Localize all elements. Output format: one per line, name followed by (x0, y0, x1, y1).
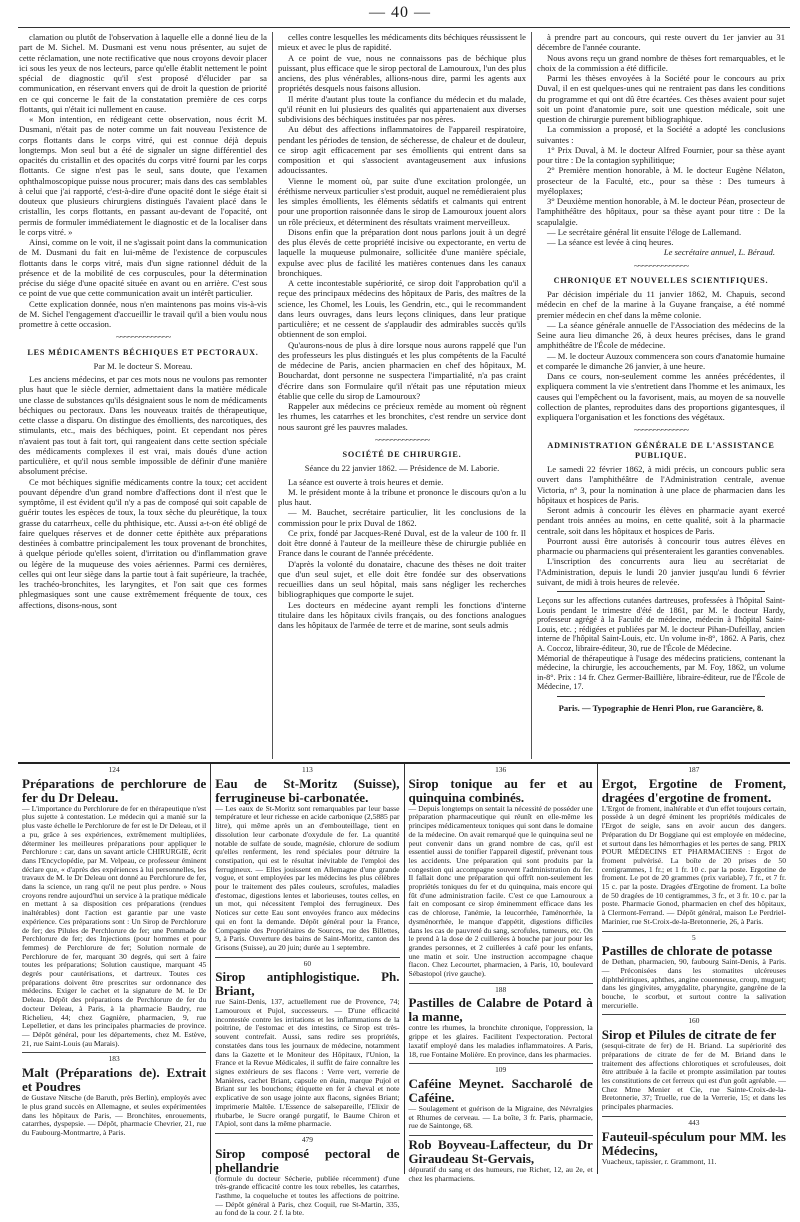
paragraph: à prendre part au concours, qui reste ouvert du 1er janvier au 31 décembre de l'année courante. (537, 32, 785, 53)
ad-number: 479 (301, 1134, 313, 1144)
advertisements (18, 762, 790, 1218)
ad-body: Vuacheux, tapissier, r. Grammont, 11. (601, 1156, 717, 1166)
paragraph: Les docteurs en médecine ayant rempli les fonctions d'interne titulaire dans les hôpitaux civils français, ou des fonctions analogues dans les hôpitaux de l'armée de terre et de marine, sont seuls admis (278, 599, 526, 630)
ad-column-4 (597, 764, 790, 1174)
paragraph: Vienne le moment où, par suite d'une excitation prolongée, un éréthisme nerveux particulier s'est produit, auquel ne remédieraient plus les simples émollients, les éléments sédatifs et calmants qui entrent pour une proportion raisonnée dans le sirop de Lamouroux jouent alors un rôle précieux, et déterminent des résultats vraiment merveilleux. (278, 175, 526, 227)
ad-number: 160 (688, 1016, 700, 1026)
ad-number: 183 (108, 1054, 120, 1064)
paragraph: Cette explication donnée, nous n'en maintenons pas moins vis-à-vis de M. Sichel l'engagement d'accueillir le travail qu'il a bien voulu nous promettre à cette occasion. (19, 298, 267, 329)
paragraph: Seront admis à concourir les élèves en pharmacie ayant exercé pendant trois années au moins, en cette qualité, soit à la pharmacie centrale, soit dans les hôpitaux et hospices de Paris. (537, 505, 785, 536)
ad-heading: Pastilles de Calabre de Potard à la manne, (408, 995, 593, 1025)
paragraph: Ce prix, fondé par Jacques-René Duval, est de la valeur de 100 fr. Il doit être donné à l'auteur de la meilleure thèse de chirurgie publiée en France dans le courant de l'année précédente. (278, 527, 526, 559)
ad-body: — Les eaux de St-Moritz sont remarquables par leur basse température et leur richesse en acide carbonique (2,5885 par litre), qui même après un an d'embouteillage, tient en dissolution leur carbonate d'oxydule de fer. La quantité notable de sulfate de soude, magnésie, chlorure de sodium qu'elles renferment, les rend spéciales pour détruire la constipation, qui est le résultat inévitable de l'emploi des ferrugineux. — Elles jouissent en Allemagne d'une grande vogue, et sont employées par les médecins les plus célèbres pour le traitement des pâles couleurs, scrofules, maladies d'estomac, digestions lentes et laborieuses, toutes celles, en un mot, qui nécessitent l'emploi des ferrugineux. Des Notices sur cette Eau sont envoyées franco aux médecins qui en font la demande. Dépôt général pour la France, Compagnie des Propriétaires de Sources, rue des Billettes, 9, à Paris. Ouverture des bains de Saint-Moritz, canton des Grisons (Suisse), au 20 juin; durée au 1 septembre. (215, 803, 400, 952)
advertisement (409, 764, 593, 984)
ad-heading: Caféine Meynet. Saccharolé de Caféine. (408, 1075, 593, 1105)
ad-number: 443 (688, 1117, 700, 1127)
session-line: Séance du 22 janvier 1862. — Présidence de M. Laborie. (304, 463, 500, 474)
paragraph: « Mon intention, en rédigeant cette observation, nous écrit M. Dusmani, n'était pas de noter comme un fait nouveau l'existence de corps flottants dans le corps vitré, qui est connue déjà depuis longtemps. Mon seul but a été de signaler un signe différentiel des opacités du cristallin et des opacités du corps vitré fourni par les corps flottants. Ce signe n'est pas le seul, sans doute, que l'examen ophthalmoscopique puisse nous procurer; mais dans des cas semblables à celui que j'ai rapporté, c'est-à-dire d'une opacité dont le siége était si douteux que plusieurs chirurgiens distingués l'avaient placé dans le cristallin, les corps flottants, en passant au-devant de l'opacité, ont permis de formuler immédiatement le diagnostic et de la localiser dans le corps vitré. » (19, 114, 267, 237)
ad-heading: Eau de St-Moritz (Suisse), ferrugineuse bi-carbonatée. (215, 775, 400, 805)
advertisement (22, 764, 206, 1053)
advertisement (215, 1134, 399, 1222)
ad-body: — Soulagement et guérison de la Migraine, des Névralgies et Rhumes de cerveau. — La boîte, 3 fr. Paris, pharmacie, rue de Saintonge, 68. (408, 1103, 593, 1131)
ad-body: de Gustave Nitsche (de Baruth, près Berlin), employés avec le plus grand succès en Allemagne, et seules expérimentées dans les hôpitaux de Paris, — Bronchites, enrouements, catarrhes, dyspepsie. — Dépôt, pharmacie Chevrier, 21, rue du Faubourg-Montmartre, à Paris. (22, 1093, 207, 1137)
paragraph: L'inscription des concurrents aura lieu au secrétariat de l'Administration, depuis le lundi 20 janvier jusqu'au lundi 6 février suivant, de midi à trois heures de relevée. (537, 556, 785, 587)
paragraph: D'après la volonté du donataire, chacune des thèses ne doit traiter que d'un seul sujet, et elle doit être fondée sur des observations recueillies dans un seul hôpital, mais sans négliger les recherches bibliographiques que comporte le sujet. (278, 558, 526, 600)
ad-number: 60 (303, 958, 312, 968)
advertisement (215, 958, 399, 1134)
ornament-divider: ~~~~~~~~~~~~~~ (633, 260, 689, 271)
ad-column-1 (18, 764, 210, 1174)
ad-heading: Fauteuil-spéculum pour MM. les Médecins, (601, 1128, 786, 1158)
paragraph: Il mérite d'autant plus toute la confiance du médecin et du malade, qu'il réunit en lui plusieurs des qualités qui appartenaient aux diverses subdivisions des béchiques instituées par nos pères. (278, 93, 526, 124)
ad-body: (formule du docteur Sécherie, publiée récemment) d'une très-grande efficacité contre les toux rebelles, les catarrhes, l'asthme, la coqueluche et toutes les affections de poitrine. — Dépôt général à Paris, chez Coquil, rue St-Martin, 335, au fond de la cour. 2 f. la bte. (215, 1173, 400, 1218)
section-title: CHRONIQUE ET NOUVELLES SCIENTIFIQUES. (553, 275, 769, 285)
advertisement (602, 1117, 786, 1170)
ad-body: L'Ergot de froment, inaltérable et d'un effet toujours certain, possède à un degré éminent les propriétés médicales de l'Ergot de seigle, sans en avoir aucun des dangers. Préparation du Dr Boggiane qui est employée en médecine, et surtout dans les hémorrhagies et les pertes de sang. PRIX POUR MÉDECINS ET PHARMACIENS : Ergot de froment pulvérisé. La boîte de 20 prises de 50 centigrammes, 1 fr.; et 1 fr. 10 c. par la poste. Ergotine de froment. Le pot de 20 grammes (prix variable), 7 fr., et 7 fr. 15 c. par la poste. Dragées d'Ergotine de froment. La boîte de 50 dragées de 10 centigrammes, 3 fr., et 3 fr. 10 c. par la poste. Pharmacie Gonod, pharmacien en chef des hôpitaux, à Clermont-Ferrand. — Dépôt général, maison Le Perdriel-Marinier, rue St-Croix-de-la-Bretonnerie, 26, à Paris. (601, 803, 786, 926)
header-rule (18, 27, 790, 28)
byline: Par M. le docteur S. Moreau. (93, 360, 193, 371)
paragraph: Disons enfin que la préparation dont nous parlons jouit à un degré des plus élevés de cette propriété incisive ou expectorante, en vertu de laquelle la muqueuse pulmonaire, sollicitée d'une manière spéciale, expulse avec plus de facilité les matières contenues dans les canaux bronchiques. (278, 226, 526, 278)
signature: Le secrétaire annuel, L. Béraud. (663, 247, 775, 258)
book-notice: Leçons sur les affections cutanées dartreuses, professées à l'hôpital Saint-Louis pendant le trimestre d'été de 1861, par M. le docteur Hardy, professeur agrégé à la Faculté de médecine, médecin à l'hôpital Saint-Louis, etc. ; rédigées et publiées par M. le docteur Pihan-Dufeillay, ancien interne de l'hôpital Saint-Louis, etc. Un volume in-8°, 1862. A Paris, chez A. Coccoz, libraire-éditeur, 30, rue de l'École de Médecine. (537, 596, 785, 653)
section-title: SOCIÉTÉ DE CHIRURGIE. (342, 450, 462, 459)
ad-number: 136 (495, 765, 507, 774)
advertisement (602, 932, 786, 1016)
paragraph: Pourront aussi être autorisés à concourir tous autres élèves en pharmacie ou pharmaciens qui présenteraient les garanties convenables. (537, 535, 785, 556)
paragraph: — La séance est levée à cinq heures. (547, 237, 674, 247)
paragraph: La commission a proposé, et la Société a adopté les conclusions suivantes : (537, 124, 785, 145)
advertisement (602, 1015, 786, 1116)
advertisement (215, 764, 399, 958)
paragraph: — Le secrétaire général lit ensuite l'éloge de Lallemand. (547, 226, 742, 237)
paragraph: Dans ce cours, non-seulement comme les années précédentes, il expliquera comment la vie s'entretient dans l'homme et les animaux, les causes qui l'empêchent ou la favorisent, mais, au moyen de sa nouvelle collection de plantes, reproduites dans des proportions gigantesques, il expliquera l'organisation et les fonctions des végétaux. (537, 371, 785, 422)
paragraph: Ce mot béchiques signifie médicaments contre la toux; cet accident pouvant dépendre d'un grand nombre d'affections dont il n'est que le symptôme, il est évident qu'il n'y a pas de composé qui soit capable de guérir toutes les espèces de toux, la toux sèche du pleurétique, la toux grasse du catarrheux, celle du phthisique, etc. Aussi a-t-on été obligé de faire quelques réserves et de donner cette épithète aux préparations destinées à combattre principalement les toux provenant de bronchites, à quelque période qu'elles soient, d'irritation ou d'inflammation grave ou légère de la muqueuse des voies aériennes. Parmi ces dernières, celles qui ont leur siège dans la partie tout à fait supérieure, la trachée, les trachéo-bronchites, les laryngites, et l'on sait que ces formes phlegmasiques sont une cause extrêmement fréquente de toux, ces affections, disons-nous, sont (19, 476, 267, 610)
article-columns (14, 32, 790, 759)
ad-number: 109 (495, 1065, 507, 1075)
page-number: — 40 — (369, 4, 431, 21)
paragraph: 1° Prix Duval, à M. le docteur Alfred Fournier, pour sa thèse ayant pour titre : De la contagion syphilitique; (537, 144, 785, 165)
ad-heading: Rob Boyveau-Laffecteur, du Dr Giraudeau St-Gervais, (408, 1137, 593, 1167)
ad-number: 5 (692, 932, 696, 942)
ad-heading: Sirop antiphlogistique. Ph. Briant, (215, 969, 400, 999)
paragraph: A cette incontestable supériorité, ce sirop doit l'approbation qu'il a reçue des principaux médecins des hôpitaux de Paris, des maîtres de la science, les Chomel, les Louis, les Gendrin, etc., qui le recommandent dans leurs ouvrages, dans leurs leçons cliniques, dans leur pratique particulière; et ne cessent de s'applaudir des admirables succès qu'ils obtiennent de son emploi. (278, 278, 526, 340)
column-2 (272, 32, 531, 759)
paragraph: La séance est ouverte à trois heures et demie. (288, 476, 444, 487)
ornament-divider: ~~~~~~~~~~~~~~ (115, 332, 171, 343)
ad-body: — Depuis longtemps on sentait la nécessité de posséder une préparation pharmaceutique qui réunît en elle-même les principes médicamenteux toniques qui sont dans le domaine de la médecine. On avait remarqué que le quinquina seul ne peut convenir dans un grand nombre de cas, qu'il est essentiel aussi de tonifier l'appareil digestif, prévenant tous les accidents. Une préparation qui sont produits par la congestion qui accompagne souvent l'administration du fer. Il fallait donc une préparation qui offrît non-seulement les propriétés toniques du fer et du quinquina, mais encore qui fût d'une administration facile. C'est ce que Lamouroux a fait en composant ce sirop éminemment efficace dans les cas de chlorose, l'anémie, la leucorrhée, l'aménorrhée, la dysménorrhée, le manque d'appétit, digestions difficiles dans les cas de pauvreté du sang, scrofules, tumeurs, etc. On le prend à la dose de 2 cuillerées à bouche par jour pour les grandes personnes, et 2 cuillerées à café pour les enfants, une matin et soir. Une instruction accompagne chaque flacon. Chez Lecourtet, pharmacien, à Paris, 10, boulevard Sébastopol (rive gauche). (408, 803, 593, 979)
ad-heading: Sirop et Pilules de citrate de fer (601, 1027, 777, 1043)
ad-column-3 (404, 764, 597, 1183)
paragraph: Parmi les thèses envoyées à la Société pour le concours au prix Duval, il en est quelques-unes qui ne rentraient pas dans les conditions du programme et qui ont dû être écartées. Ces thèses avaient pour sujet soit un point d'anatomie pure, soit une question médicale, soit une question de chirurgie purement bibliographique. (537, 73, 785, 124)
paragraph: Rappeler aux médecins ce précieux remède au moment où règnent les rhumes, les catarrhes et les bronchites, c'est rendre un service dont nous sauront gré les pauvres malades. (278, 401, 526, 432)
paragraph: Le samedi 22 février 1862, à midi précis, un concours public sera ouvert dans l'amphithéâtre de l'Administration centrale, avenue Victoria, n° 3, pour la nomination à une place de pharmacien dans les hôpitaux et hospices de Paris. (537, 464, 785, 505)
ad-body: de Dethan, pharmacien, 90, faubourg Saint-Denis, à Paris. — Préconisées dans les stomatites ulcéreuses diphthéritiques, aphthes, angine couenneuse, croup, muguet; dans les gingivites, amygdalite, pharyngite, gangrène de la bouche, le scorbut, et surtout contre la salivation mercurielle. (601, 957, 786, 1010)
paragraph: clamation ou plutôt de l'observation à laquelle elle a donné lieu de la part de M. Sichel. M. Dusmani est venu nous présenter, au sujet de cette réclamation, une note rectificative que nous croyons devoir placer ici sous les yeux de nos lecteurs, parce qu'elle établit nettement le point spécial de diagnostic qu'il s'est proposé d'élucider par sa communication, en réservant envers qui de droit la question de priorité en ce qui concerne le fait de la constatation première de ces corps flottants, qui n'était ici nullement en cause. (19, 32, 267, 114)
section-title: LES MÉDICAMENTS BÉCHIQUES ET PECTORAUX. (27, 347, 259, 357)
ad-body: dépuratif du sang et des humeurs, rue Richer, 12, au 2e, et chez les pharmaciens. (408, 1165, 593, 1183)
ad-body: — L'importance du Perchlorure de fer en thérapeutique n'est plus sujette à contestation. Le médecin qui a manié sur la plus vaste échelle le Perchlorure de fer est le Dr Deleau, et il a pu, grâce à ses expériences, extrêmement multipliées, déterminer les meilleures préparations pour appliquer le Perchlorure : car, dans un savant article CHIRURGIE, écrit dans l'Encyclopédie, par M. Velpeau, ce professeur éminent déclare que, « d'après des expériences à lui personnelles, les travaux de M. le Dr Deleau ont donné au Perchlorure de fer, dans la science, un rang qu'il ne peut plus perdre. » Nous croyons rendre aujourd'hui un service à la pratique médicale en mettant à sa disposition ces préparations (rendues inaltérables) dont l'action est garantie par une vaste expérience. Ces préparations sont : Un Sirop de Perchlorure de fer; des Pilules de Perchlorure de fer; une Pommade de Perchlorure de fer; des Injections (pour hommes et pour femmes) de Perchlorure de fer; Solution normale de Perchlorure de fer, marquant 30 degrés, qui sert à faire toutes les préparations; Solution caustique, marquant 45 degrés pour cautérisations, et dartreux. Toutes ces préparations doivent être prescrites sur ordonnance des médecins. Exiger le cachet et la signature de M. le Dr Deleau. Dépôt des préparations de Perchlorure de fer du docteur Deleau, à Paris, à la pharmacie Baudry, rue Richelieu, 44; chez Gagnière, pharmacien, 9, rue Lepelletier, et dans les principales pharmacies de province. — Dépôt général, pour les départements, chez M. Estève, 21, rue Saint-Louis (au Marais). (22, 803, 207, 1048)
section-title: ADMINISTRATION GÉNÉRALE DE L'ASSISTANCE PUBLIQUE. (547, 440, 775, 460)
ad-number: 188 (495, 984, 507, 994)
ad-heading: Ergot, Ergotine de Froment, dragées d'ergotine de froment. (601, 775, 786, 805)
paragraph: Ainsi, comme on le voit, il ne s'agissait point dans la communication de M. Dusmani du fait en lui-même de l'existence de corpuscules flottants dans le corps vitré, mais d'un signe rationnel déduit de la présence et de la mobilité de ces corpuscules, pour la détermination précise du siége d'une opacité située en avant ou en arrière. C'est sous ce point de vue que cette communication avait un intérêt particulier. (19, 237, 267, 299)
ad-body: rue Saint-Denis, 137, actuellement rue de Provence, 74; Lamouroux et Pujol, successeurs. — D'une efficacité incontestée contre les irritations et les inflammations de la poitrine, de l'estomac et des intestins, ce Sirop est très-souvent contrefait. Aussi, sans redire ses propriétés, constatées dans tous les journaux de médecine, notamment dans la Gazette et le Moniteur des Hôpitaux, l'Union, la France et la Revue Médicales, il suffit de faire connaître les signes extérieurs de ses flacons : Verre vert, verrerie de Manières, cachet Briant, capsule en étain, marque Pujol et Briant sur les bouchons; étiquette en fer à cheval et note explicative de son usage jointe aux flacons, signées Briant; imprimerie Maltêe. L'Essence de salsepareille, l'Elixir de rhubarbe, le Sucre orangé purgatif, le Baume Chiron et l'Apiol, sont dans la même pharmacie. (215, 997, 400, 1129)
paragraph: A ce point de vue, nous ne connaissons pas de béchique plus puissant, plus efficace que le sirop pectoral de Lamouroux, l'un des plus anciens, des plus vénérables, allions-nous dire, parmi les agents aux propriétés desquels nous faisons allusion. (278, 52, 526, 94)
ad-body: (sesqui-citrate de fer) de H. Briand. La supériorité des préparations de citrate de fer de M. Briand dans le traitement des affections chlorotiques et scrofuleuses, doit être attribuée à la facile et prompte assimilation par toutes les constitutions de cet ferreux qui est d'un goût agréable. — Chez Mme Menier et Cie, rue Sainte-Croix-de-la-Bretonnerie, 37; Truelle, rue de la Verrerie, 15; et dans les principales pharmacies. (601, 1041, 786, 1112)
paragraph: 3° Deuxième mention honorable, à M. le docteur Péan, prosecteur de l'amphithéâtre des hôpitaux, pour sa thèse ayant pour titre : De la scapulalgie. (537, 196, 785, 227)
divider (557, 591, 765, 592)
divider (557, 696, 765, 697)
paragraph: Au début des affections inflammatoires de l'appareil respiratoire, pendant les périodes de tension, de sécheresse, de chaleur et de douleur, ce sirop agit efficacement par ses émollients qui entrent dans sa composition et qui s'associent avantageusement aux infusions adoucissantes. (278, 124, 526, 176)
ad-number: 113 (301, 765, 313, 774)
ad-heading: Sirop composé pectoral de phellandrie (215, 1145, 400, 1175)
ornament-divider: ~~~~~~~~~~~~~~ (633, 425, 689, 436)
column-1 (14, 32, 272, 759)
paragraph: 2° Première mention honorable, à M. le docteur Eugène Nélaton, prosecteur de la Faculté, etc., pour sa thèse : Des tumeurs à myéloplaxes; (537, 165, 785, 196)
ad-heading: Sirop tonique au fer et au quinquina combinés. (408, 775, 593, 805)
advertisement (409, 984, 593, 1065)
ad-body: contre les rhumes, la bronchite chronique, l'oppression, la grippe et les glaires. Facilitent l'expectoration. Pectoral laxatif employé dans les maladies inflammatoires. A Paris, 18, rue Fontaine Molière. En province, dans les pharmacies. (408, 1023, 593, 1059)
imprint: Paris. — Typographie de Henri Plon, rue Garancière, 8. (558, 702, 764, 713)
paragraph: celles contre lesquelles les médicaments dits béchiques réussissent le mieux et avec le plus de rapidité. (278, 32, 526, 53)
advertisement (602, 764, 786, 932)
ad-heading: Préparations de perchlorure de fer du Dr Deleau. (22, 775, 207, 805)
ad-number: 187 (688, 765, 700, 774)
column-3 (531, 32, 790, 759)
book-notice: Mémorial de thérapeutique à l'usage des médecins praticiens, contenant la médecine, la chirurgie, les accouchements, par M. Foy, 1862, un volume in-8°. Prix : 14 fr. Chez Germer-Baillière, libraire-éditeur, rue de l'École de Médecine, 17. (537, 653, 785, 692)
paragraph: Qu'aurons-nous de plus à dire lorsque nous aurons rappelé que l'un des professeurs les plus distingués et les plus compétents de la Faculté de médecine de Paris, ancien pharmacien en chef des hôpitaux, M. Bouchardat, dont personne ne suspectera l'impartialité, n'a pas craint d'écrire dans son Formulaire qu'il n'était pas une réputation mieux établie que celle du sirop de Lamouroux? (278, 339, 526, 401)
paragraph: — M. Bauchet, secrétaire particulier, lit les conclusions de la commission pour le prix Duval de 1862. (278, 507, 526, 528)
ad-heading: Malt (Préparations de). Extrait et Poudres (22, 1065, 207, 1095)
paragraph: M. le président monte à la tribune et prononce le discours qu'on a lu plus haut. (278, 486, 526, 507)
paragraph: Les anciens médecins, et par ces mots nous ne voulons pas remonter plus haut que le siècle dernier, admettaient dans la matière médicale une classe de substances qu'ils désignaient sous le nom de médicaments béchiques ou pectoraux. Dans les nouveaux traités de thérapeutique, cette classe a disparu. On distingue des émollients, des narcotiques, des stimulants, etc., mais des béchiques, point. Et cependant nos pères n'avaient pas tout à fait tort, qui rangeaient dans cette section spéciale des médicaments complexes il est vrai, mais doués d'une action particulière, et qu'il nous semble impossible de définir d'une manière absolument précise. (19, 374, 267, 477)
paragraph: — La séance générale annuelle de l'Association des médecins de la Seine aura lieu dimanche 26, à deux heures précises, dans le grand amphithéâtre de l'École de médecine. (537, 319, 785, 351)
ad-heading: Pastilles de chlorate de potasse (601, 943, 773, 959)
paragraph: Nous avons reçu un grand nombre de thèses fort remarquables, et le choix de la commission a été difficile. (537, 52, 785, 73)
advertisement (409, 1136, 593, 1187)
ad-column-2 (210, 764, 403, 1218)
ornament-divider: ~~~~~~~~~~~~~~ (374, 434, 430, 445)
paragraph: — M. le docteur Auzoux commencera son cours d'anatomie humaine et comparée le dimanche 26 janvier, à une heure. (537, 350, 785, 371)
advertisement (22, 1053, 206, 1141)
advertisement (409, 1064, 593, 1136)
ad-number: 124 (108, 765, 120, 774)
paragraph: Par décision impériale du 11 janvier 1862, M. Chapuis, second médecin en chef de la marine à la Guyane française, a été nommé premier médecin en chef dans la même colonie. (537, 289, 785, 320)
